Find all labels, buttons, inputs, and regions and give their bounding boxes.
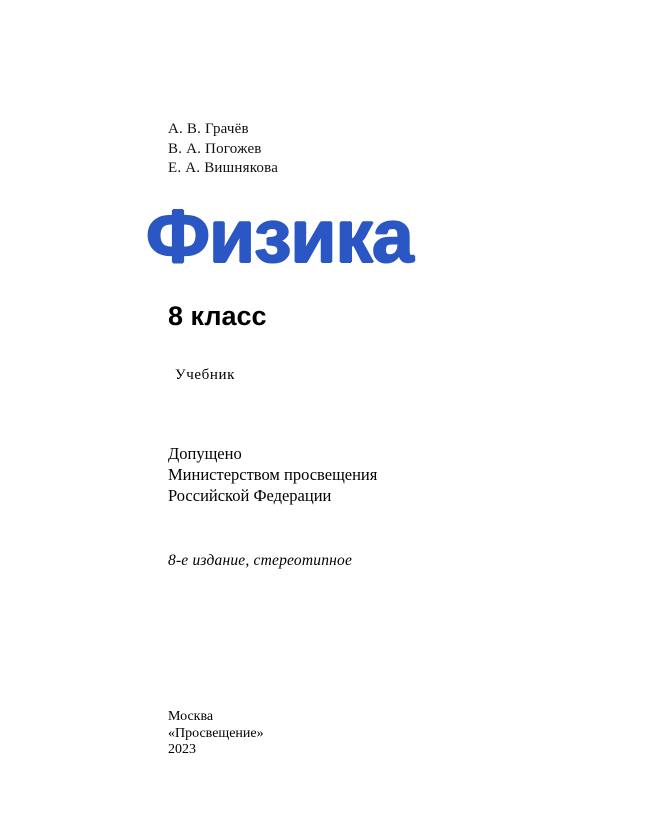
imprint-year: 2023 xyxy=(168,742,196,757)
book-title: Физика xyxy=(146,194,413,278)
imprint-publisher: «Просвещение» xyxy=(168,725,264,741)
approval-line: Министерством просвещения xyxy=(168,465,378,484)
approval-line: Российской Федерации xyxy=(168,486,332,505)
author-list xyxy=(168,120,278,179)
author-name: А. В. Грачёв xyxy=(168,121,249,137)
edition-statement: 8-е издание, стереотипное xyxy=(168,552,353,569)
approval-statement xyxy=(168,443,377,506)
imprint-block xyxy=(168,709,264,759)
approval-line: Допущено xyxy=(168,444,242,463)
author-name: Е. А. Вишнякова xyxy=(168,160,279,176)
book-type-label: Учебник xyxy=(175,367,235,383)
grade-level: 8 класс xyxy=(168,301,267,331)
author-name: В. А. Погожев xyxy=(168,140,262,157)
imprint-city: Москва xyxy=(168,709,214,724)
